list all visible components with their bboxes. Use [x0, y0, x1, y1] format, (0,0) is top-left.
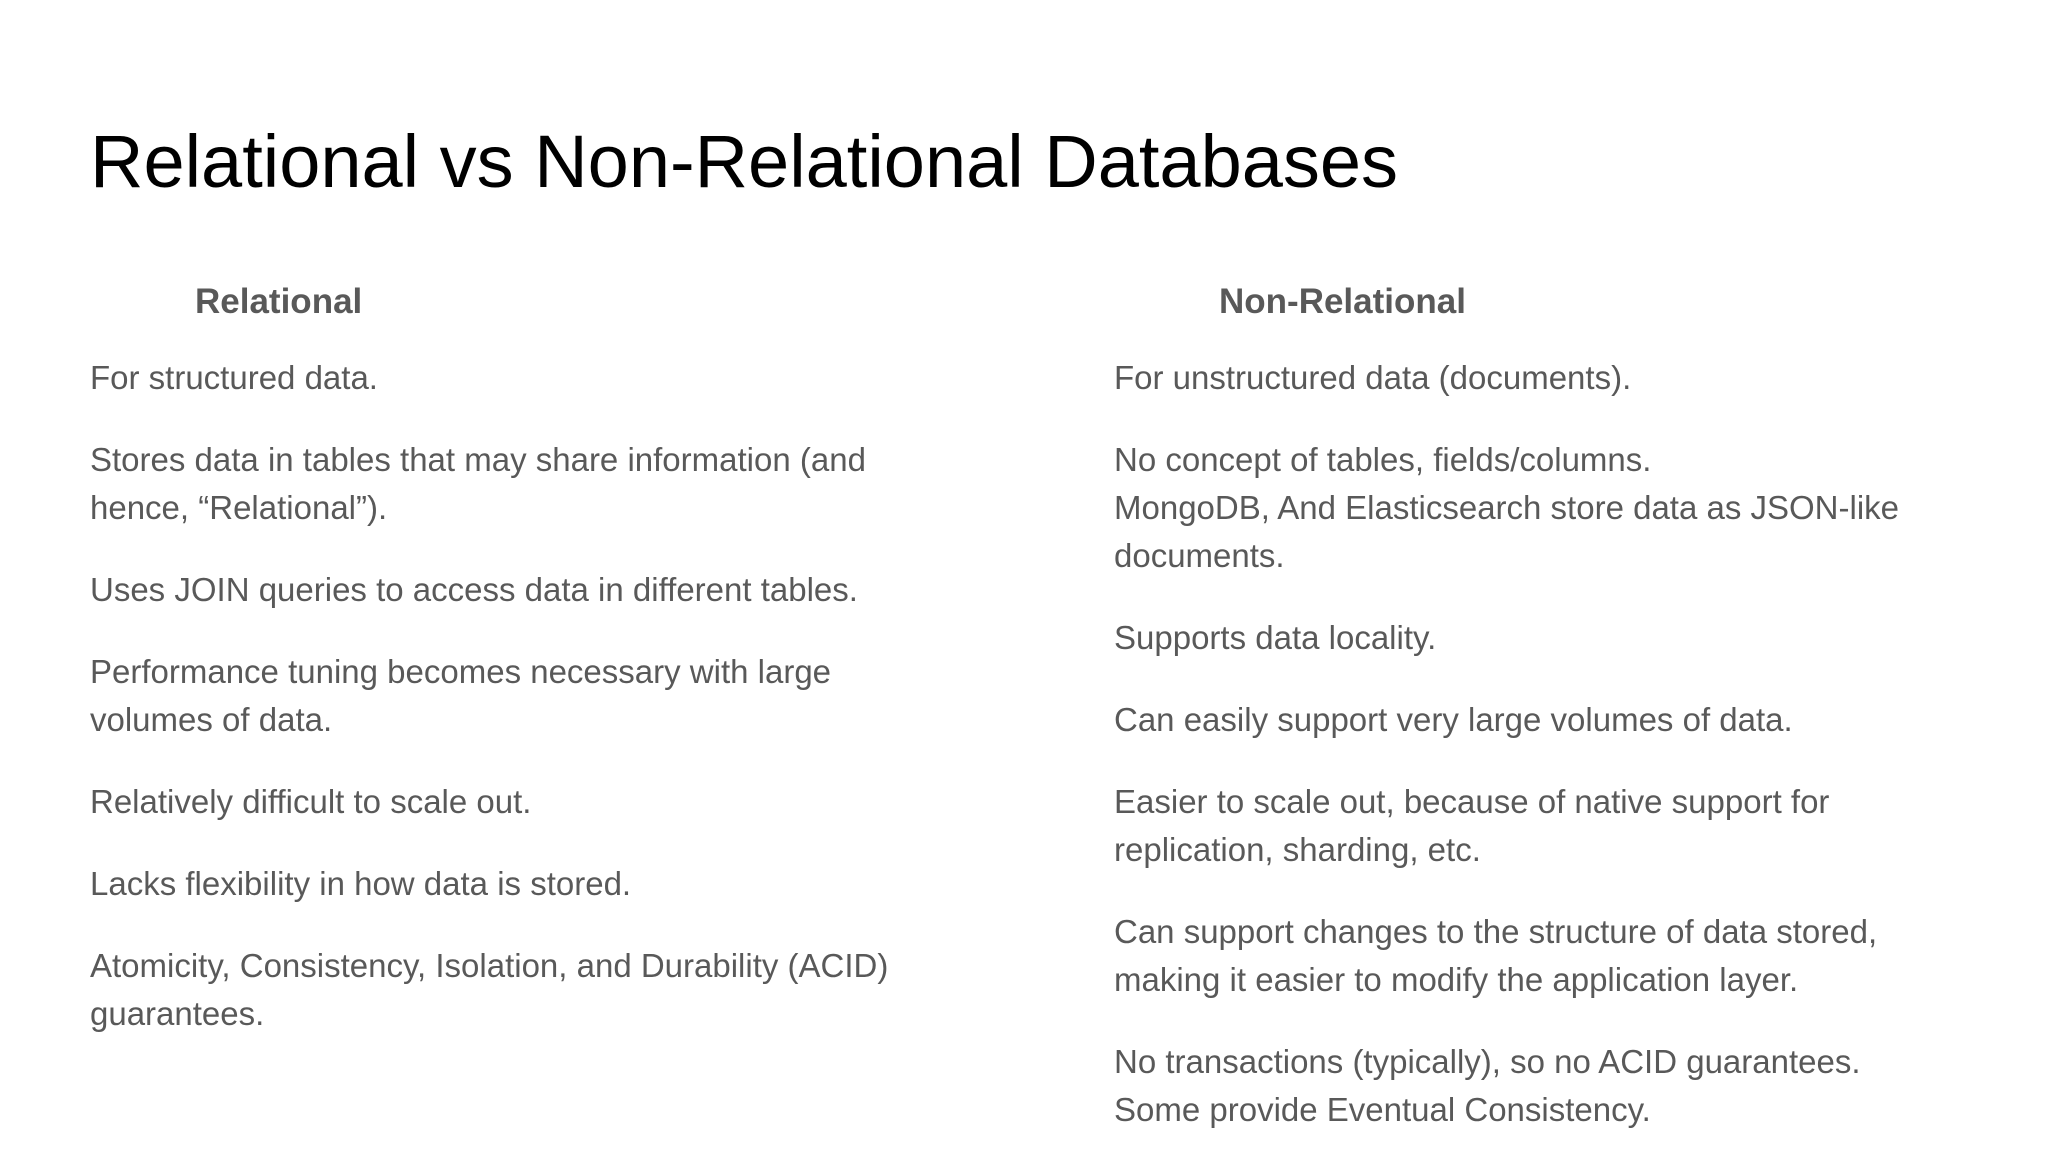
- list-item-line: hence, “Relational”).: [90, 489, 388, 526]
- list-item-line: Atomicity, Consistency, Isolation, and Durability (ACID): [90, 947, 889, 984]
- list-item: [1114, 696, 2014, 744]
- list-item-line: For unstructured data (documents).: [1114, 359, 1632, 396]
- list-item-line: Supports data locality.: [1114, 619, 1437, 656]
- non-relational-heading: Non-Relational: [1219, 282, 1466, 321]
- list-item-line: Easier to scale out, because of native support for: [1114, 783, 1830, 820]
- list-item-line: For structured data.: [90, 359, 378, 396]
- list-item-line: Can easily support very large volumes of data.: [1114, 701, 1793, 738]
- list-item-line: guarantees.: [90, 995, 265, 1032]
- list-item-line: Can support changes to the structure of data stored,: [1114, 913, 1878, 950]
- list-item-line: Relatively difficult to scale out.: [90, 783, 532, 820]
- relational-heading: Relational: [195, 282, 363, 321]
- relational-column: [90, 278, 990, 1072]
- relational-list: [90, 354, 990, 1038]
- list-item: [1114, 614, 2014, 662]
- non-relational-list: [1114, 354, 2014, 1134]
- list-item-line: Lacks flexibility in how data is stored.: [90, 865, 632, 902]
- list-item: [90, 860, 990, 908]
- list-item: [90, 566, 990, 614]
- slide-title: Relational vs Non-Relational Databases: [90, 120, 1399, 203]
- list-item: [1114, 908, 2014, 1004]
- list-item-line: No transactions (typically), so no ACID guarantees.: [1114, 1043, 1861, 1080]
- list-item-line: Performance tuning becomes necessary with large: [90, 653, 832, 690]
- list-item: [1114, 778, 2014, 874]
- list-item: [90, 648, 990, 744]
- non-relational-column: [1114, 278, 2014, 1152]
- list-item-line: Stores data in tables that may share information (and: [90, 441, 866, 478]
- list-item-line: documents.: [1114, 537, 1285, 574]
- list-item: [1114, 436, 2014, 580]
- list-item-line: Some provide Eventual Consistency.: [1114, 1091, 1651, 1128]
- list-item: [1114, 354, 2014, 402]
- list-item-line: making it easier to modify the application layer.: [1114, 961, 1799, 998]
- list-item: [90, 942, 990, 1038]
- list-item-line: Uses JOIN queries to access data in different tables.: [90, 571, 858, 608]
- list-item-line: No concept of tables, fields/columns.: [1114, 441, 1652, 478]
- list-item: [1114, 1038, 2014, 1134]
- list-item: [90, 778, 990, 826]
- list-item-line: MongoDB, And Elasticsearch store data as JSON-like: [1114, 489, 1900, 526]
- list-item-line: volumes of data.: [90, 701, 333, 738]
- list-item: [90, 354, 990, 402]
- list-item-line: replication, sharding, etc.: [1114, 831, 1481, 868]
- list-item: [90, 436, 990, 532]
